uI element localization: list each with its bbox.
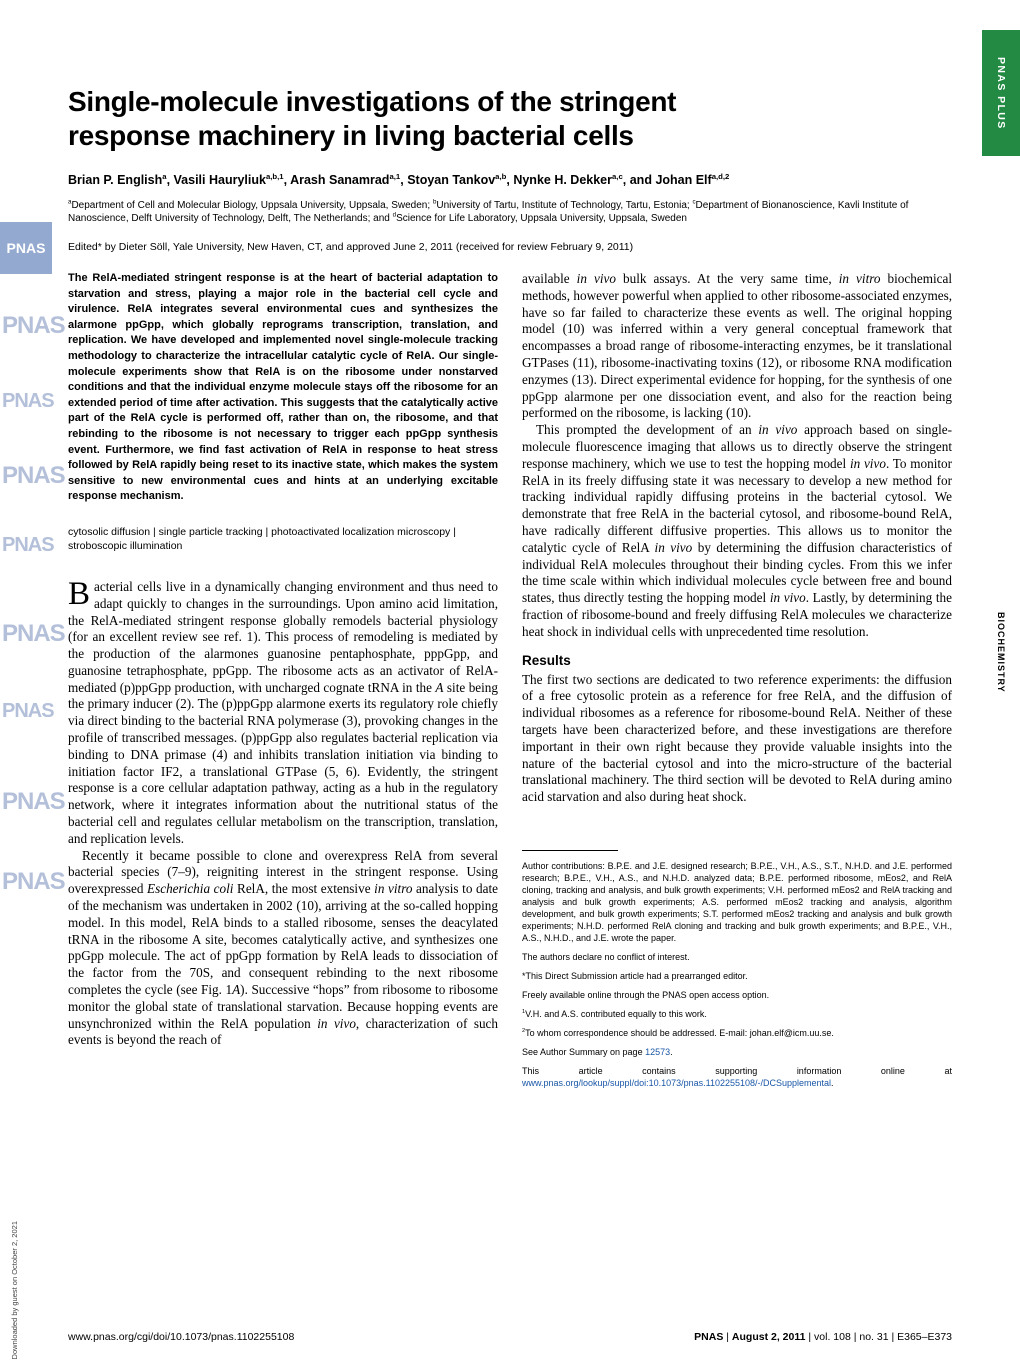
article-title: Single-molecule investigations of the stringent response machinery in living bacterial cells	[68, 86, 677, 151]
body-paragraph	[522, 271, 952, 422]
text-segment: ,	[283, 173, 291, 187]
text-segment: available	[522, 271, 577, 286]
pnas-watermark: PNAS	[2, 788, 65, 815]
text-segment: RelA, the most extensive	[233, 881, 375, 897]
text-segment: Department of Cell and Molecular Biology, Uppsala University, Uppsala, Sweden;	[71, 200, 433, 211]
author-line	[68, 173, 952, 187]
edited-line: Edited* by Dieter Söll, Yale University, New Haven, CT, and approved June 2, 2011 (received for review February 9, 2011)	[68, 241, 634, 253]
text-segment: in vivo	[849, 455, 886, 471]
text-segment: Johan Elf	[655, 173, 712, 187]
footnote-author-contributions	[522, 860, 952, 944]
doi-url: www.pnas.org/cgi/doi/10.1073/pnas.1102255108	[68, 1331, 295, 1343]
text-segment: Freely available online through the PNAS open access option.	[522, 989, 770, 1000]
footnote-correspondence	[522, 1027, 952, 1039]
text-segment: in vivo	[317, 1015, 356, 1031]
text-segment: ,	[400, 173, 408, 187]
text-segment: The first two sections are dedicated to two reference experiments: the diffusion of a free cytosolic protein as a reference for free RelA, and the diffusion of individual ribosomes as a reference for ribosome-bound RelA. Neither of these targets have been characterized before, and these investigations are therefore important in their own right because they provide valuable insights into the nature of the bacterial cytosol and into the micro-structure of the bacterial translational machinery. The third section will be devoted to RelA during amino acid starvation and also during heat shock.	[522, 671, 952, 805]
superscript: a	[68, 198, 72, 206]
text-segment: . To monitor RelA in its freely diffusing state it was necessary to develop a new method for tracking individual rapidly diffusing proteins in the bacterial cytosol. We demonstrate that free RelA in the bacterial cytosol, and ribosome-bound RelA, have radically different diffusive properties. This allows us to monitor the catalytic cycle of RelA	[522, 455, 953, 555]
pnas-logo-text: PNAS	[6, 240, 46, 256]
body-paragraph	[68, 575, 498, 848]
text-segment: Vasili Hauryliuk	[173, 173, 266, 187]
text-segment: Recently it became possible to clone and overexpress RelA from several bacterial species (7–9), reigniting interest in the stringent response. Using overexpressed	[68, 847, 498, 897]
body-paragraph	[522, 422, 952, 640]
superscript: a,1	[389, 171, 401, 181]
text-segment: A	[435, 679, 444, 695]
footnote-author-summary	[522, 1046, 952, 1058]
text-segment: | vol. 108 | no. 31 | E365–E373	[805, 1331, 952, 1343]
text-segment: To whom correspondence should be addressed. E-mail: johan.elf@icm.uu.se.	[525, 1027, 834, 1038]
text-segment: PNAS	[694, 1331, 724, 1343]
text-segment: See Author Summary on page	[522, 1046, 646, 1057]
text-segment: . Lastly, by determining the fraction of ribosome-bound and freely diffusing RelA molecules we characterize heat shock in individual cells with unprecedented time resolution.	[522, 590, 952, 639]
text-segment: ,	[166, 173, 174, 187]
text-segment: The authors declare no conflict of interest.	[522, 951, 690, 962]
affiliations	[68, 199, 952, 225]
text-segment: in vivo	[758, 422, 798, 438]
download-note: Downloaded by guest on October 2, 2021	[10, 1220, 19, 1359]
text-segment: This article contains supporting information online at	[522, 1065, 952, 1076]
superscript: c	[692, 198, 696, 206]
text-segment: V.H. and A.S. contributed equally to this work.	[525, 1008, 707, 1019]
superscript: 1	[522, 1008, 526, 1015]
text-segment: Department of Bionanoscience, Kavli Institute of Nanoscience, Delft University of Technology, Delft, The Netherlands; and	[68, 200, 909, 224]
text-segment: in vivo	[576, 271, 616, 286]
pnas-plus-label: PNAS PLUS	[995, 56, 1007, 130]
text-segment: ,	[506, 173, 514, 187]
superscript: 2	[522, 1027, 526, 1034]
text-segment: site being the primary inducer (2). The (p)ppGpp alarmone exerts its regulatory role chiefly via direct binding to the bacterial RNA polymerase (3), provoking changes in the profile of transcribed messages. (p)ppGpp also regulates bacterial replication via binding to DNA primase (4) and inhibits translation initiation via binding to initiation factor IF2, a translational GTPase (5, 6). Evidently, the stringent response is a core cellular adaptation pathway, acting as a hub in the regulatory network, where it integrates information about the nutritional status of the bacterial cell and regulates cellular metabolism on the transcription, translation, and replication levels.	[68, 679, 498, 846]
text-segment: biochemical methods, however powerful when applied to other ribosome-associated enzymes, have so far failed to characterize these events as well. The original hopping model (10) was inferred within a very general conceptual framework that encompasses a broad range of ribosome-interacting enzymes, be it translational GTPases (11), ribosome-inactivating toxins (12), or ribosome RNA modification enzymes (13). Direct experimental evidence for hopping, for the synthesis of one ppGpp alarmone per one dissociation event, and also for the reaction being performed on the ribosome, is lacking (10).	[522, 271, 952, 421]
text-segment: Author contributions: B.P.E. and J.E. designed research; B.P.E., V.H., A.S., S.T., N.H.D. and J.E. performed research; B.P.E., V.H., A.S., and N.H.D. analyzed data; B.P.E. performed ribosome, mEos2, and RelA cloning, tracking and analysis, and bulk growth experiments; V.H. performed mEos2 and RelA tracking and analysis and bulk growth experiments; A.S. performed mEos2 tracking and analysis, algorithm development, and bulk growth experiments; S.T. performed mEos2 tracking and analysis and bulk growth experiments; N.H.D. performed RelA cloning and tracking and bulk growth experiments; and B.P.E., V.H., A.S., N.H.D., and J.E. wrote the paper.	[522, 860, 952, 943]
text-segment: in vivo	[769, 590, 806, 606]
text-segment: |	[723, 1331, 732, 1343]
right-column	[522, 271, 952, 1096]
pnas-watermark: PNAS	[2, 700, 54, 722]
pnas-plus-banner	[982, 30, 1020, 156]
pnas-watermark: PNAS	[2, 534, 54, 556]
text-segment: , and	[622, 173, 656, 187]
footnote-equal-contribution	[522, 1008, 952, 1020]
superscript: a,d,2	[711, 171, 730, 181]
text-segment: acterial cells live in a dynamically changing environment and thus need to adapt quickly to changes in the surroundings. Upon amino acid limitation, the RelA-mediated stringent response globally remodels bacterial physiology (for an excellent review see ref. 1). This process of remodeling is mediated by the production of the alarmones guanosine pentaphosphate, pppGpp, and guanosine tetraphosphate, ppGpp. The ribosome acts as an activator of RelA-mediated (p)ppGpp production, with uncharged cognate tRNA in the	[68, 578, 498, 695]
text-segment: Arash Sanamrad	[290, 173, 390, 187]
superscript: b	[432, 198, 437, 206]
footnote-direct-submission	[522, 970, 952, 982]
text-segment: Science for Life Laboratory, Uppsala University, Uppsala, Sweden	[396, 213, 687, 224]
page-footer	[68, 1331, 952, 1343]
results-heading: Results	[522, 652, 571, 668]
paragraph-text	[68, 575, 498, 846]
footnote-conflict	[522, 951, 952, 963]
link[interactable]: 12573	[645, 1046, 671, 1057]
citation-line	[694, 1331, 952, 1343]
text-segment: August 2, 2011	[731, 1331, 806, 1343]
superscript: a,c	[612, 171, 623, 181]
left-column	[68, 271, 498, 1096]
text-segment: .	[831, 1077, 834, 1088]
footnote-supporting-info	[522, 1065, 952, 1089]
pnas-watermark: PNAS	[2, 868, 65, 895]
pnas-watermark: PNAS	[2, 312, 65, 339]
pnas-logo-box	[0, 222, 52, 274]
superscript: a,b,1	[265, 171, 284, 181]
superscript: a	[162, 171, 167, 181]
superscript: d	[392, 211, 397, 219]
pnas-watermark: PNAS	[2, 462, 65, 489]
text-segment: A	[232, 982, 241, 998]
two-column-body	[68, 271, 952, 1096]
dropcap: B	[68, 575, 91, 612]
link[interactable]: www.pnas.org/lookup/suppl/doi:10.1073/pnas.1102255108/-/DCSupplemental	[522, 1077, 832, 1088]
body-paragraph	[68, 848, 498, 1050]
text-segment: approach based on single-molecule fluorescence imaging that allows us to directly observe the stringent response machinery, which we use to test the hopping model	[522, 422, 952, 471]
text-segment: *This Direct Submission article had a prearranged editor.	[522, 970, 748, 981]
text-segment: , characterization of such events is beyond the reach of	[68, 1015, 498, 1048]
discipline-label: BIOCHEMISTRY	[996, 612, 1006, 693]
text-segment: .	[670, 1046, 673, 1057]
pnas-watermark: PNAS	[2, 390, 54, 412]
text-segment: Stoyan Tankov	[407, 173, 496, 187]
text-segment: in vivo	[654, 539, 693, 555]
pnas-watermark-strip	[0, 0, 65, 1365]
abstract: The RelA-mediated stringent response is at the heart of bacterial adaptation to starvation and stress, playing a major role in the bacterial cell cycle and virulence. RelA integrates several environmental cues and synthesizes the alarmone ppGpp, which globally reprograms transcription, translation, and replication. We have developed and implemented novel single-molecule tracking methodology to characterize the intracellular catalytic cycle of RelA. Our single-molecule experiments show that RelA is on the ribosome under nonstarved conditions and that the individual enzyme molecule stays off the ribosome for an extended period of time after activation. This suggests that the catalytically active part of the RelA cycle is performed off, rather than on, the ribosome, and that rebinding to the ribosome is not necessary to trigger each ppGpp synthesis event. Furthermore, we find fast activation of RelA in response to heat stress followed by RelA rapidly being reset to its inactive state, which makes the system sensitive to new environmental cues and hints at an underlying excitable response mechanism.	[68, 272, 498, 503]
pnas-watermark: PNAS	[2, 620, 65, 647]
footnote-divider	[522, 850, 618, 851]
text-segment: Escherichia coli	[147, 881, 234, 897]
superscript: a,b	[495, 171, 507, 181]
footnote-open-access	[522, 989, 952, 1001]
body-paragraph	[522, 672, 952, 806]
text-segment: Nynke H. Dekker	[513, 173, 612, 187]
text-segment: ). Successive “hops” from ribosome to ribosome monitor the global state of translational starvation. Because hopping events are unsynchronized within the RelA population	[68, 982, 498, 1031]
text-segment: This prompted the development of an	[536, 422, 759, 438]
text-segment: analysis to date of the mechanism was undertaken in 2002 (10), arriving at the so-called hopping model. In this model, RelA binds to a stalled ribosome, senses the deacylated tRNA in the ribosome A site, becomes catalytically active, and synthesizes one ppGpp molecule. The act of ppGpp formation by RelA leads to dissociation of the factor from the 70S, and consequent rebinding to the next ribosome completes the cycle (see Fig. 1	[68, 881, 498, 998]
text-segment: in vitro	[374, 881, 413, 897]
text-segment: University of Tartu, Institute of Technology, Tartu, Estonia;	[436, 200, 693, 211]
article-content	[68, 0, 952, 1096]
keywords-line: cytosolic diffusion | single particle tracking | photoactivated localization microscopy | stroboscopic illumination	[68, 525, 456, 552]
text-segment: in vitro	[838, 271, 881, 286]
text-segment: Brian P. English	[68, 173, 163, 187]
text-segment: by determining the diffusion characteristics of individual RelA molecules throughout their binding cycles. From this we infer the time scale within which individual molecules cycle between free and bound states, thus directly testing the hopping model	[522, 539, 952, 606]
text-segment: bulk assays. At the very same time,	[615, 271, 839, 286]
